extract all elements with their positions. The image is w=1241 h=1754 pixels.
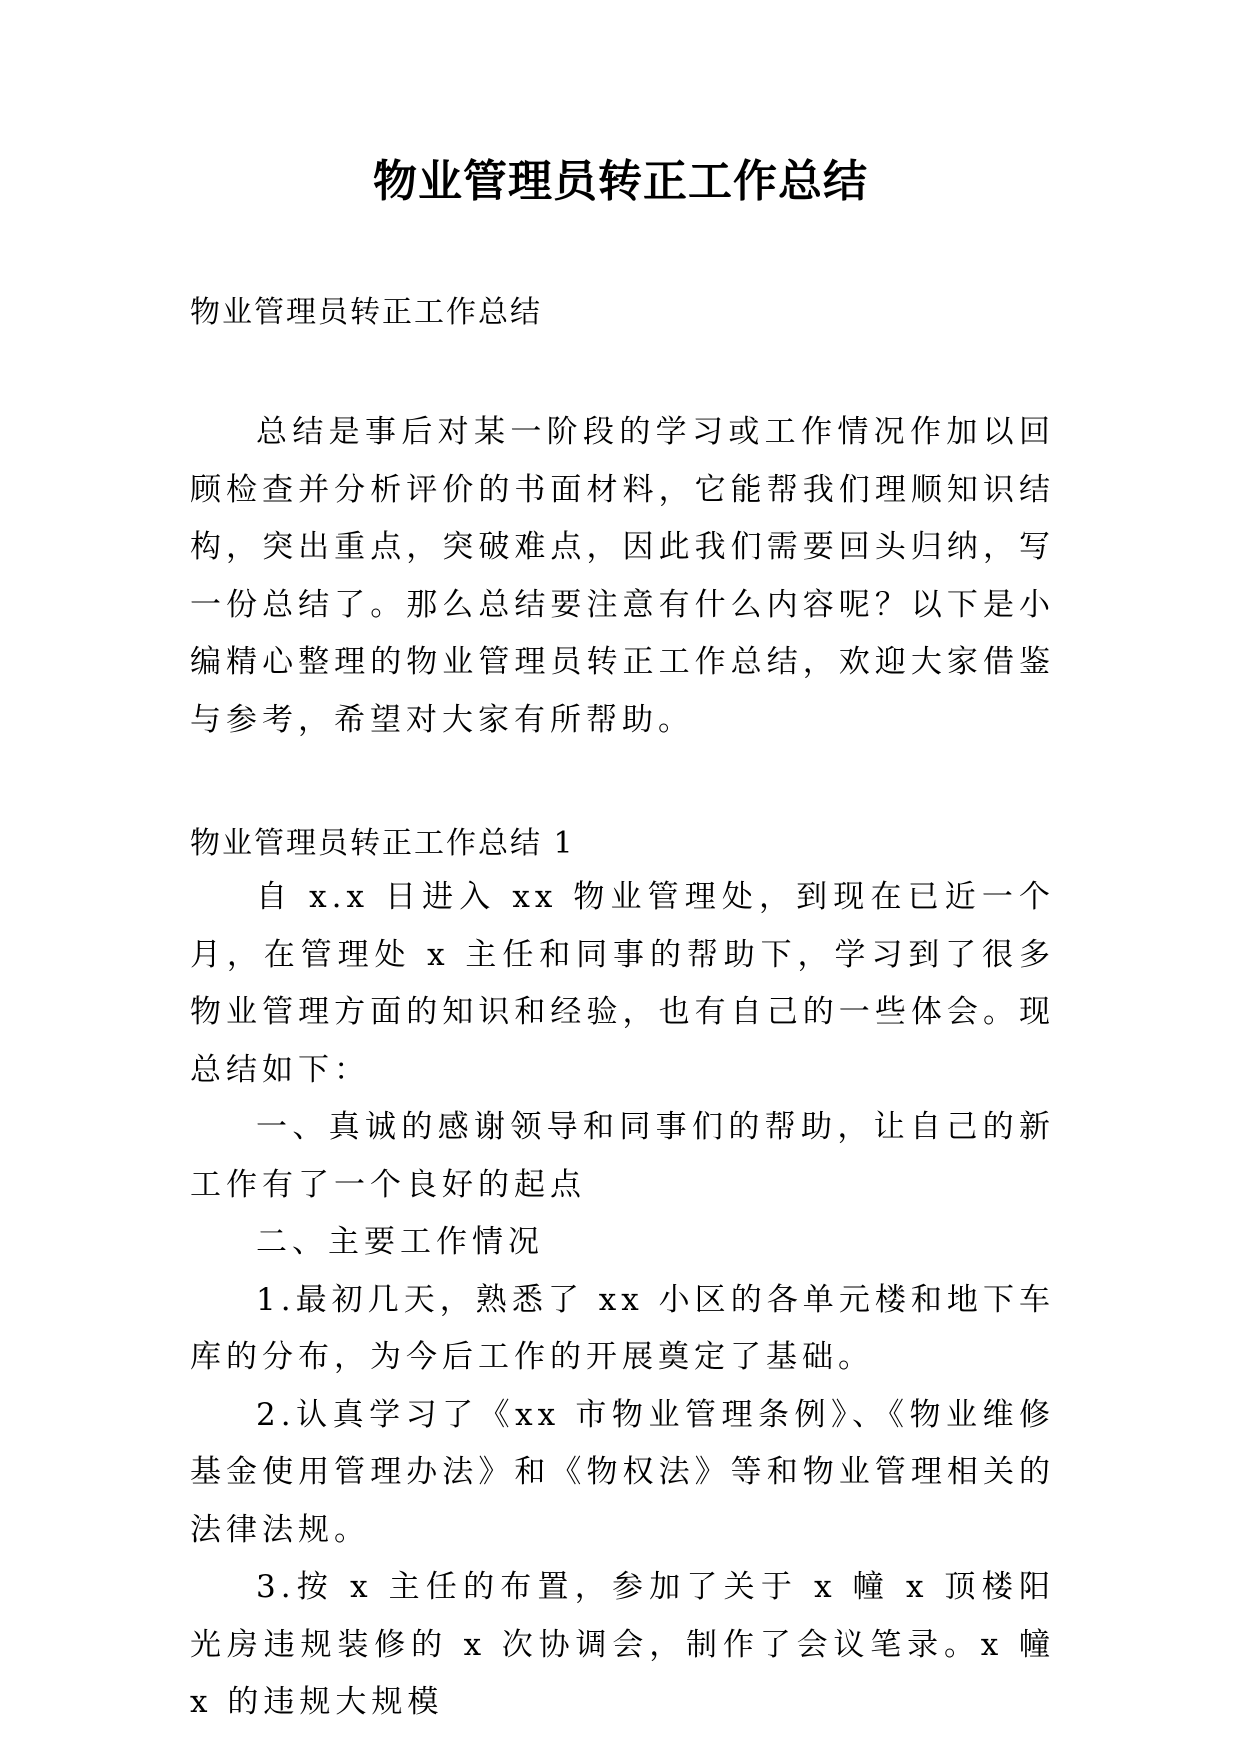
document-subtitle: 物业管理员转正工作总结 xyxy=(190,295,542,330)
intro-paragraph: 总结是事后对某一阶段的学习或工作情况作加以回顾检查并分析评价的书面材料，它能帮我们理顺知识结构，突出重点，突破难点，因此我们需要回头归纳，写一份总结了。那么总结要注意有什么内容呢？以下是小编精心整理的物业管理员转正工作总结，欢迎大家借鉴与参考，希望对大家有所帮助。 xyxy=(190,414,1055,738)
document-title: 物业管理员转正工作总结 xyxy=(373,156,868,207)
body-paragraph: 一、真诚的感谢领导和同事们的帮助，让自己的新工作有了一个良好的起点 xyxy=(190,1109,1055,1203)
section-body xyxy=(190,869,1055,1732)
body-paragraph: 1.最初几天，熟悉了 xx 小区的各单元楼和地下车库的分布，为今后工作的开展奠定了基础。 xyxy=(190,1281,1055,1375)
body-paragraph: 二、主要工作情况 xyxy=(256,1224,544,1260)
body-paragraph: 3.按 x 主任的布置，参加了关于 x 幢 x 顶楼阳光房违规装修的 x 次协调会，制作了会议笔录。x 幢 x 的违规大规模 xyxy=(190,1569,1055,1720)
section-heading: 物业管理员转正工作总结 1 xyxy=(190,826,575,861)
body-paragraph: 2.认真学习了《xx 市物业管理条例》、《物业维修基金使用管理办法》和《物权法》等和物业管理相关的法律法规。 xyxy=(190,1396,1055,1548)
body-paragraph: 自 x.x 日进入 xx 物业管理处，到现在已近一个月，在管理处 x 主任和同事的帮助下，学习到了很多物业管理方面的知识和经验，也有自己的一些体会。现总结如下： xyxy=(190,879,1055,1088)
